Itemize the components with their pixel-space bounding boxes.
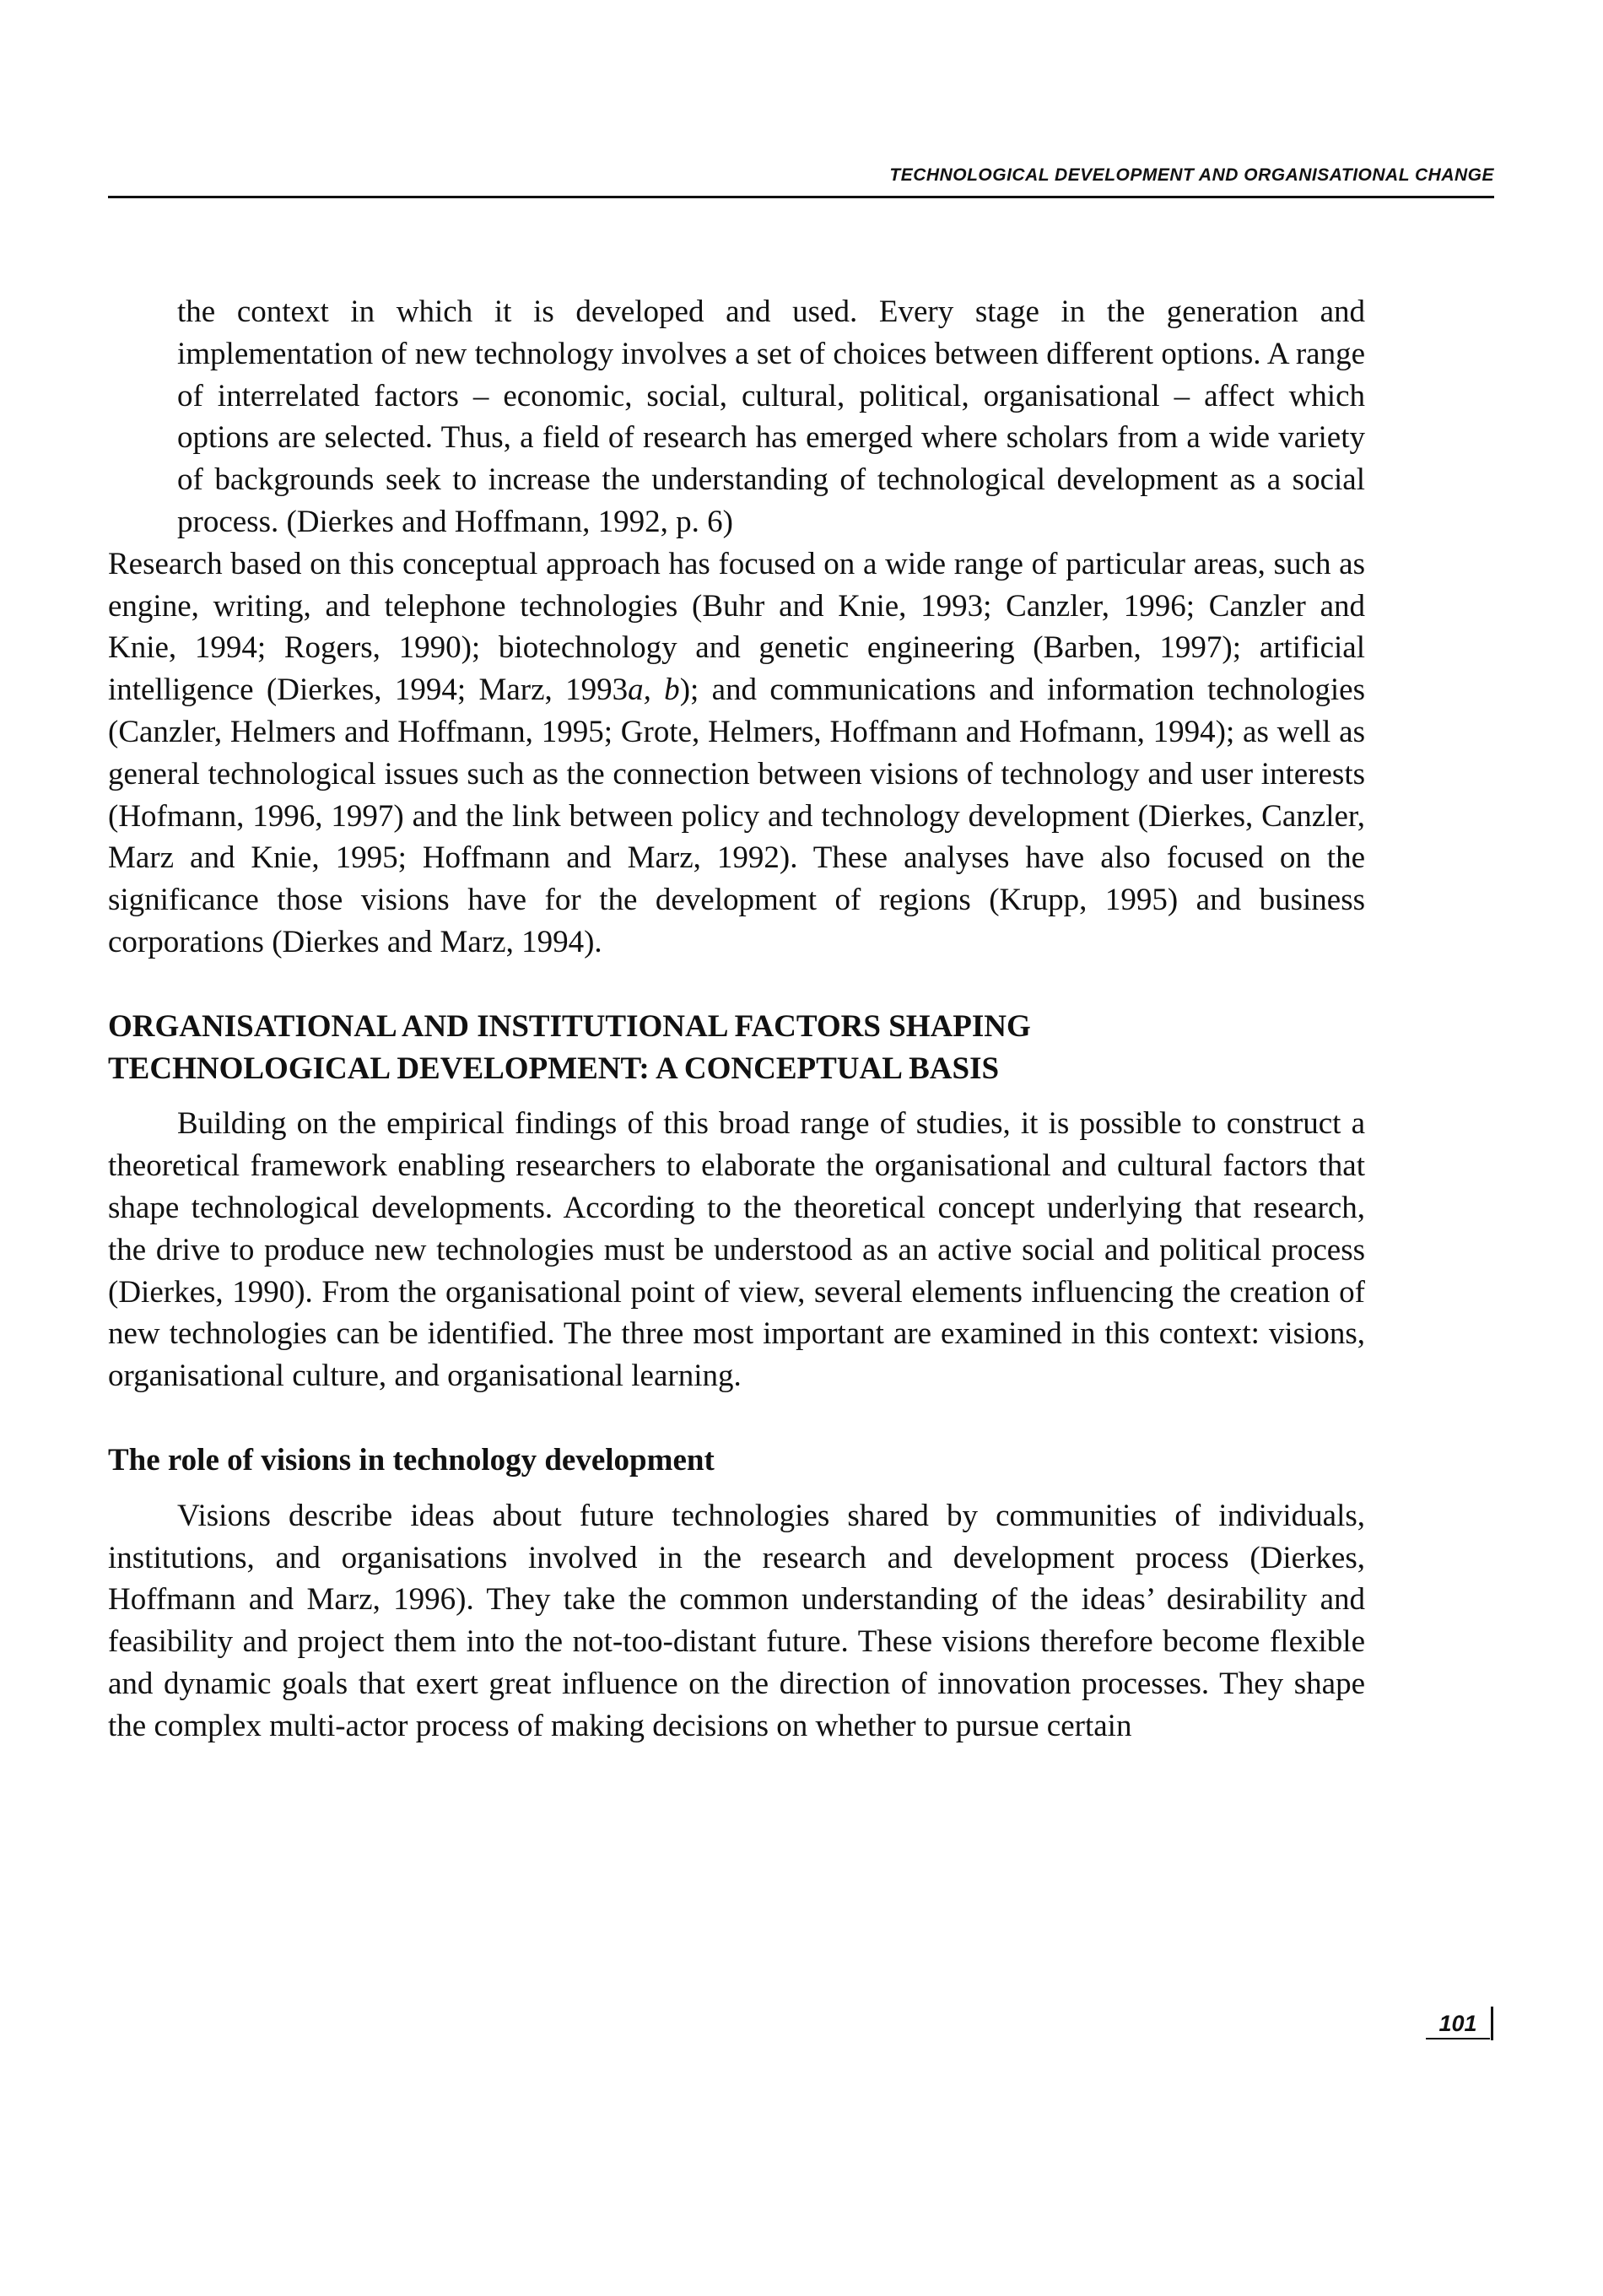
- research-paragraph-text-1: Research based on this conceptual approach has focused on a wide range of particular areas, such as engine, writing, and telephone technologies (Buhr and Knie, 1993; Canzler, 1996; Canzler and Knie, 1994; Rogers, 1990); biotechnology and genetic engineering (Barben, 1997); artificial intelligence (Dierkes, 1994; Marz, 1993: [108, 546, 1365, 708]
- subsection-heading: The role of visions in technology development: [108, 1442, 715, 1478]
- section-heading: ORGANISATIONAL AND INSTITUTIONAL FACTORS SHAPING TECHNOLOGICAL DEVELOPMENT: A CONCEPTUAL BASIS: [108, 1008, 1031, 1086]
- research-paragraph-text-2: ); and communications and information technologies (Canzler, Helmers and Hoffmann, 1995; Grote, Helmers, Hoffmann and Hofmann, 1994); as well as general technological issues such as the connection between visions of technology and user interests (Hofmann, 1996, 1997) and the link between policy and technology development (Dierkes, Canzler, Marz and Knie, 1995; Hoffmann and Marz, 1992). These analyses have also focused on the significance those visions have for the development of regions (Krupp, 1995) and business corporations (Dierkes and Marz, 1994).: [108, 673, 1365, 959]
- page-number: 101: [1426, 2009, 1490, 2039]
- block-quote: the context in which it is developed and used. Every stage in the generation and implementation of new technology involves a set of choices between different options. A range of interrelated factors – economic, social, cultural, political, organisational – affect which options are selected. Thus, a field of research has emerged where scholars from a wide variety of backgrounds seek to increase the understanding of technological development as a social process. (Dierkes and Hoffmann, 1992, p. 6): [177, 294, 1365, 539]
- running-head: TECHNOLOGICAL DEVELOPMENT AND ORGANISATIONAL CHANGE: [889, 165, 1494, 185]
- research-paragraph: [108, 543, 1365, 964]
- subsection-paragraph: Visions describe ideas about future technologies shared by communities of individuals, institutions, and organisations involved in the research and development process (Dierkes, Hoffmann and Marz, 1996). They take the common understanding of the ideas’ desirability and feasibility and project them into the not-too-distant future. These visions therefore become flexible and dynamic goals that exert great influence on the direction of innovation processes. They shape the complex multi-actor process of making decisions on whether to pursue certain: [108, 1498, 1365, 1743]
- page-body: [108, 291, 1365, 1748]
- research-paragraph-italic: a, b: [628, 673, 680, 708]
- page-number-bar: [1491, 2007, 1493, 2040]
- header-rule: [108, 196, 1494, 198]
- section-paragraph: Building on the empirical findings of this broad range of studies, it is possible to construct a theoretical framework enabling researchers to elaborate the organisational and cultural factors that shape technological developments. According to the theoretical concept underlying that research, the drive to produce new technologies must be understood as an active social and political process (Dierkes, 1990). From the organisational point of view, several elements influencing the creation of new technologies can be identified. The three most important are examined in this context: visions, organisational culture, and organisational learning.: [108, 1106, 1365, 1394]
